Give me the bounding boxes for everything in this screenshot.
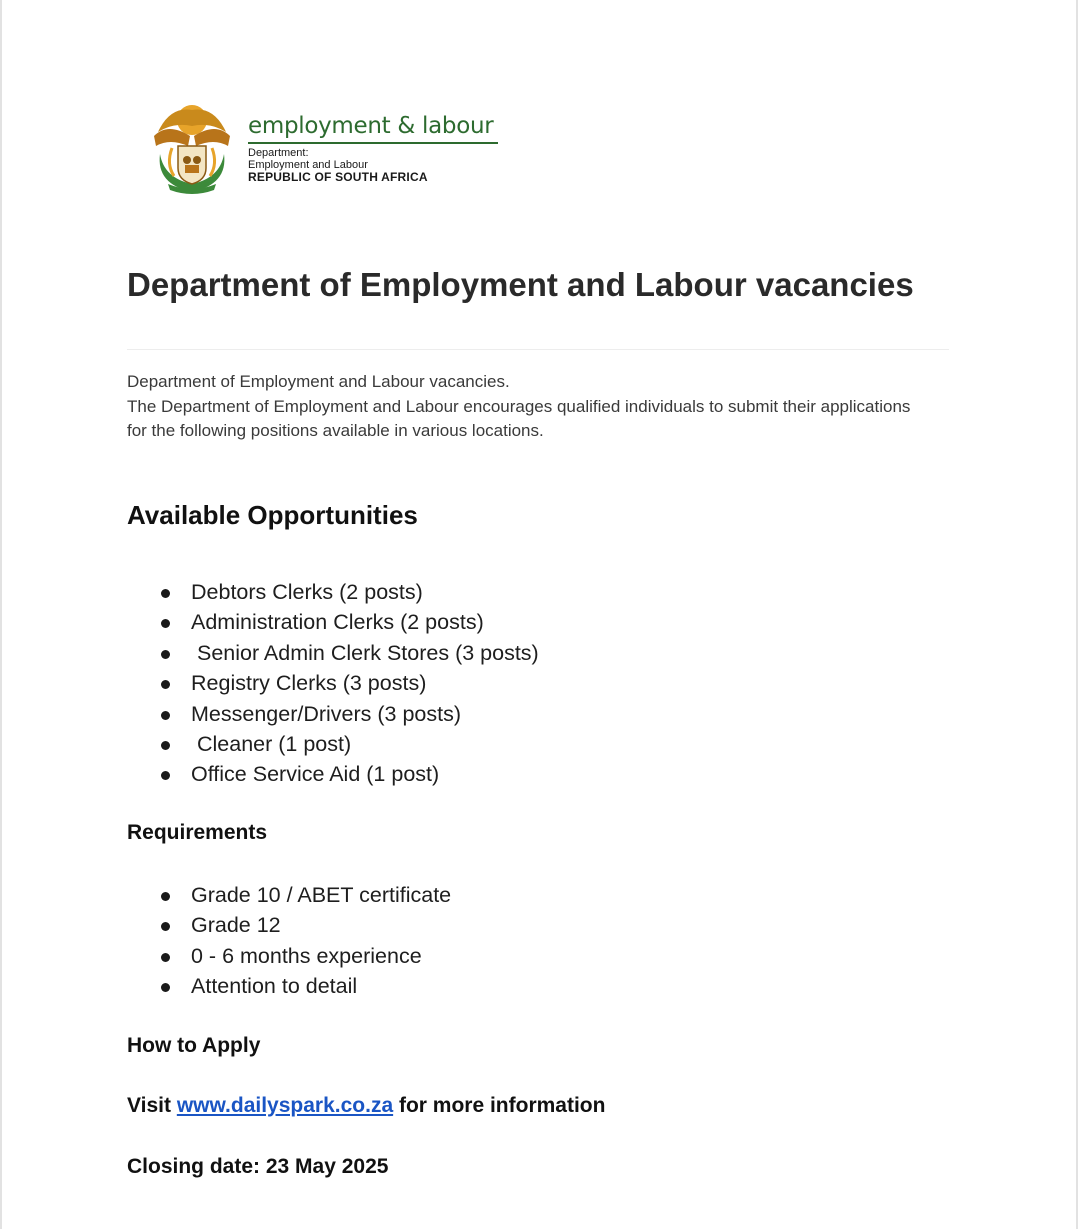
list-item: Messenger/Drivers (3 posts)	[158, 699, 539, 729]
logo-department-name: Employment and Labour	[248, 159, 368, 171]
requirements-list	[158, 880, 451, 1002]
visit-prefix: Visit	[127, 1094, 177, 1117]
intro-paragraph	[127, 370, 927, 444]
department-logo	[150, 102, 510, 197]
intro-line-1: Department of Employment and Labour vacancies.	[127, 372, 510, 391]
visit-suffix: for more information	[393, 1094, 606, 1117]
list-item: Cleaner (1 post)	[158, 729, 539, 759]
title-divider	[127, 349, 949, 350]
logo-text-block	[248, 112, 498, 183]
list-item: Office Service Aid (1 post)	[158, 759, 539, 789]
requirements-heading: Requirements	[127, 821, 268, 844]
coat-of-arms-icon	[150, 102, 234, 194]
list-item: Registry Clerks (3 posts)	[158, 668, 539, 698]
list-item: Attention to detail	[158, 971, 451, 1001]
how-to-apply-heading: How to Apply	[127, 1034, 261, 1057]
list-item: 0 - 6 months experience	[158, 941, 451, 971]
intro-line-2: The Department of Employment and Labour encourages qualified individuals to submit their applications for the following positions available in various locations.	[127, 396, 911, 440]
list-item: Senior Admin Clerk Stores (3 posts)	[158, 638, 539, 668]
logo-country: REPUBLIC OF SOUTH AFRICA	[248, 170, 428, 184]
list-item: Debtors Clerks (2 posts)	[158, 577, 539, 607]
list-item: Grade 10 / ABET certificate	[158, 880, 451, 910]
list-item: Administration Clerks (2 posts)	[158, 607, 539, 637]
page-title: Department of Employment and Labour vacancies	[127, 266, 914, 303]
opportunities-heading: Available Opportunities	[127, 500, 418, 530]
logo-brand-name: employment & labour	[248, 113, 494, 139]
list-item: Grade 12	[158, 910, 451, 940]
logo-department-label: Department:	[248, 147, 309, 159]
opportunities-list	[158, 577, 539, 790]
closing-date: Closing date: 23 May 2025	[127, 1155, 389, 1178]
logo-rule	[248, 142, 498, 144]
visit-line	[127, 1094, 605, 1118]
dailyspark-link[interactable]: www.dailyspark.co.za	[176, 1094, 394, 1117]
